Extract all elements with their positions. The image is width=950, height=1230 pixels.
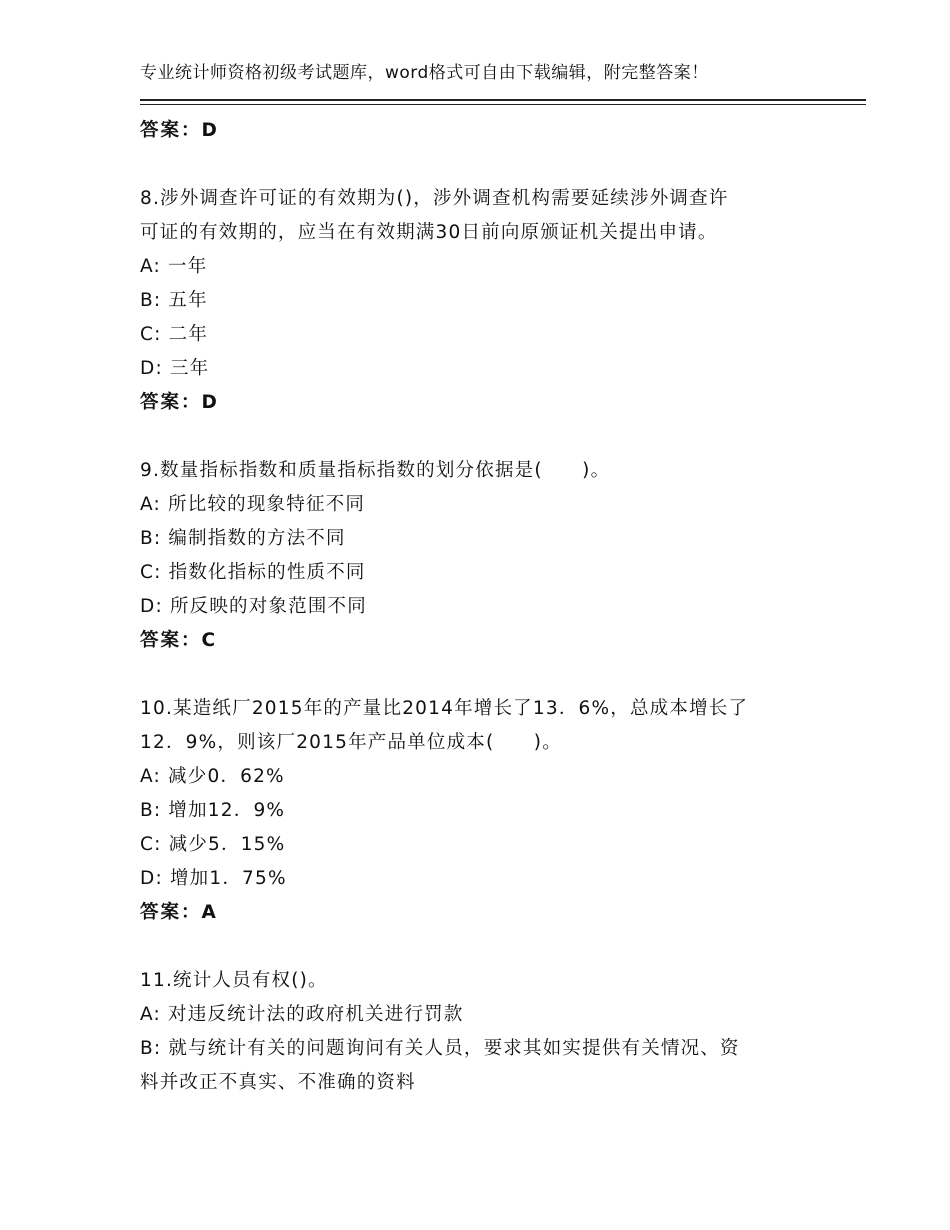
page-header: 专业统计师资格初级考试题库，word格式可自由下载编辑，附完整答案！ xyxy=(140,63,709,83)
option-b: B: 增加12．9% xyxy=(140,800,286,821)
header-rule-thick xyxy=(140,99,866,101)
question-stem: 10.某造纸厂2015年的产量比2014年增长了13．6%，总成本增长了 xyxy=(140,698,749,719)
option-d: D: 三年 xyxy=(140,358,210,379)
option-a: A: 所比较的现象特征不同 xyxy=(140,494,366,515)
header-rule-thin xyxy=(140,104,866,105)
question-list xyxy=(140,114,820,1100)
option-b: B: 编制指数的方法不同 xyxy=(140,528,346,549)
answer-line: 答案：A xyxy=(140,902,218,923)
answer-line: 答案：D xyxy=(140,120,219,141)
question-stem: 8.涉外调查许可证的有效期为()，涉外调查机构需要延续涉外调查许 xyxy=(140,188,729,209)
option-b: B: 五年 xyxy=(140,290,208,311)
option-c: C: 二年 xyxy=(140,324,209,345)
question-stem: 11.统计人员有权()。 xyxy=(140,970,328,991)
question-10 xyxy=(140,692,820,930)
question-stem: 9.数量指标指数和质量指标指数的划分依据是( )。 xyxy=(140,460,611,481)
option-d: D: 所反映的对象范围不同 xyxy=(140,596,367,617)
question-11 xyxy=(140,964,820,1100)
question-8 xyxy=(140,182,820,420)
answer-line: 答案：D xyxy=(140,392,219,413)
option-d: D: 增加1．75% xyxy=(140,868,287,889)
option-a: A: 一年 xyxy=(140,256,208,277)
option-a: A: 减少0．62% xyxy=(140,766,285,787)
question-stem: 12．9%，则该厂2015年产品单位成本( )。 xyxy=(140,732,562,753)
question-stem: 可证的有效期的，应当在有效期满30日前向原颁证机关提出申请。 xyxy=(140,222,718,243)
option-c: C: 减少5．15% xyxy=(140,834,286,855)
answer-line: 答案：C xyxy=(140,630,218,651)
option-b: B: 就与统计有关的问题询问有关人员，要求其如实提供有关情况、资 xyxy=(140,1038,740,1059)
option-a: A: 对违反统计法的政府机关进行罚款 xyxy=(140,1004,464,1025)
question-9 xyxy=(140,454,820,658)
option-c: C: 指数化指标的性质不同 xyxy=(140,562,366,583)
option-b-continuation: 料并改正不真实、不准确的资料 xyxy=(140,1072,416,1093)
